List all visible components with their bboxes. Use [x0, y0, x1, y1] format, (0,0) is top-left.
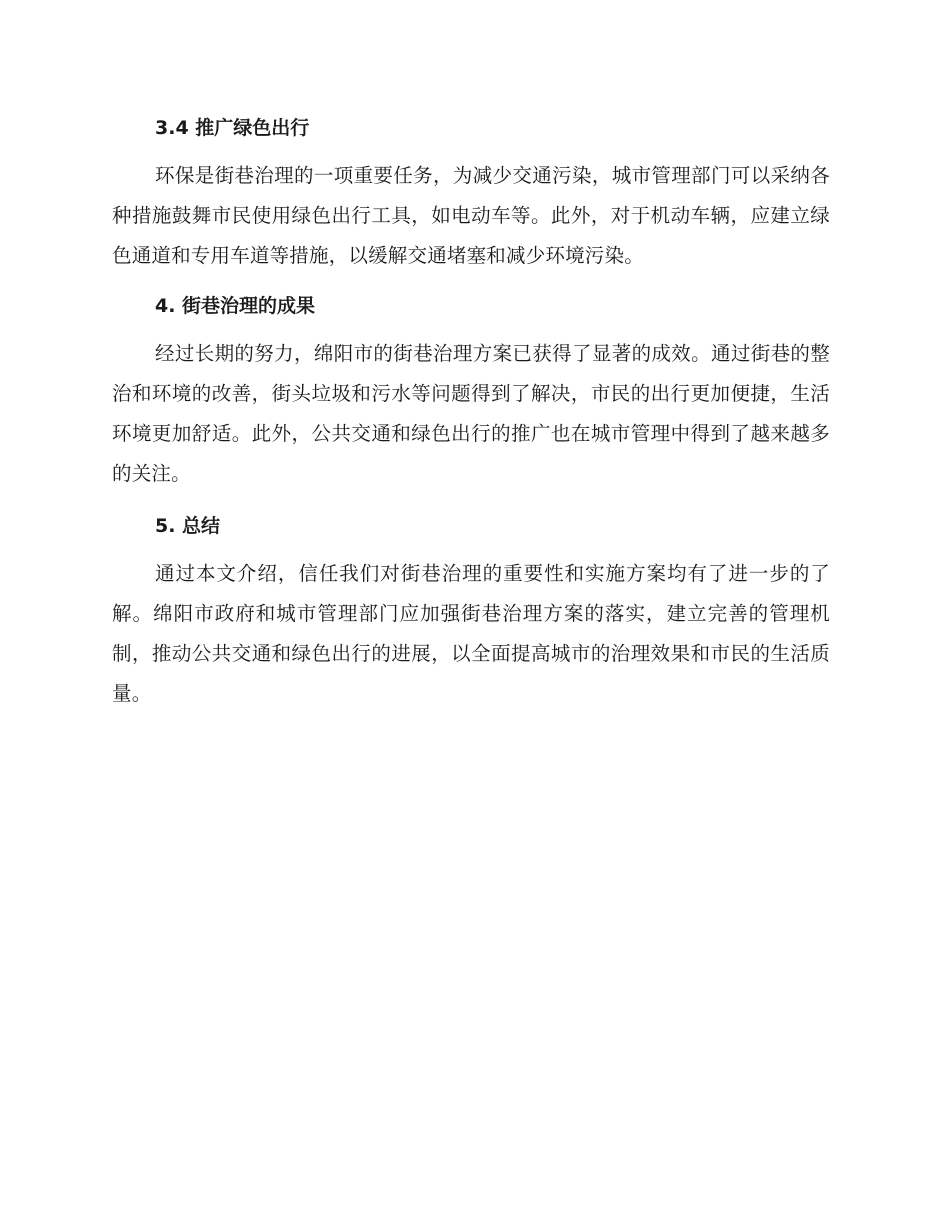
section-body-results: 经过长期的努力，绵阳市的街巷治理方案已获得了显著的成效。通过街巷的整治和环境的改善，街头垃圾和污水等问题得到了解决，市民的出行更加便捷，生活环境更加舒适。此外，公共交通和绿色出行的推广也在城市管理中得到了越来越多的关注。 [112, 342, 830, 485]
section-body-summary: 通过本文介绍，信任我们对街巷治理的重要性和实施方案均有了进一步的了解。绵阳市政府和城市管理部门应加强街巷治理方案的落实，建立完善的管理机制，推动公共交通和绿色出行的进展，以全面提高城市的治理效果和市民的生活质量。 [112, 562, 830, 705]
section-body-green-travel: 环保是街巷治理的一项重要任务，为减少交通污染，城市管理部门可以采纳各种措施鼓舞市民使用绿色出行工具，如电动车等。此外，对于机动车辆，应建立绿色通道和专用车道等措施，以缓解交通堵塞和减少环境污染。 [112, 164, 830, 267]
section-heading-results: 4. 街巷治理的成果 [155, 295, 316, 317]
section-heading-summary: 5. 总结 [155, 515, 221, 537]
section-heading-green-travel: 3.4 推广绿色出行 [155, 117, 310, 139]
